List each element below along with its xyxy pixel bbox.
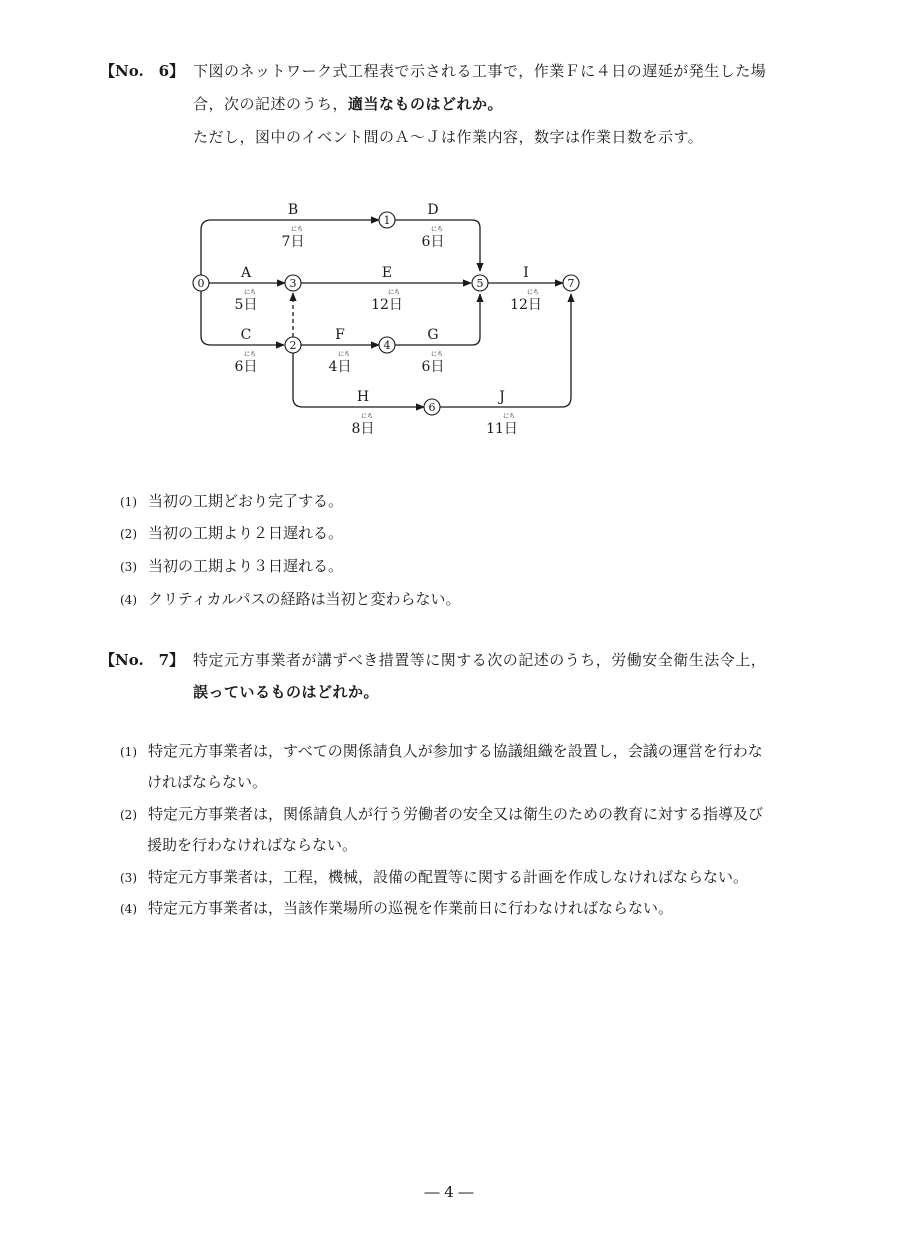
option-text: クリティカルパスの経路は当初と変わらない。 bbox=[148, 590, 461, 608]
option-text: 特定元方事業者は，すべての関係請負人が参加する協議組織を設置し，会議の運営を行わな bbox=[148, 742, 763, 760]
arrow-J bbox=[440, 294, 571, 407]
ruby-G: にち bbox=[430, 351, 444, 358]
activity-label-H: H bbox=[356, 389, 370, 405]
network-diagram bbox=[180, 190, 600, 450]
option-number: (1) bbox=[120, 745, 137, 759]
question-6-option-1[interactable] bbox=[120, 490, 343, 511]
activity-label-E: E bbox=[381, 265, 393, 281]
activity-label-A: A bbox=[240, 265, 252, 281]
option-text: 特定元方事業者は，関係請負人が行う労働者の安全又は衛生のための教育に対する指導及び bbox=[148, 805, 764, 823]
activity-label-F: F bbox=[335, 327, 345, 343]
ruby-J: にち bbox=[502, 413, 516, 420]
activity-days-C: 6日 bbox=[234, 359, 258, 375]
ruby-D: にち bbox=[430, 226, 444, 233]
option-number: (3) bbox=[120, 871, 137, 885]
event-6: 6 bbox=[428, 401, 436, 414]
question-7-option-1-continued: ければならない。 bbox=[147, 773, 268, 791]
event-5: 5 bbox=[476, 277, 484, 290]
question-7-number: 【No. 7】 bbox=[100, 651, 185, 669]
activity-label-I: I bbox=[523, 265, 529, 281]
question-7-option-1[interactable] bbox=[120, 740, 763, 761]
event-2: 2 bbox=[289, 339, 297, 352]
option-text: 特定元方事業者は，当該作業場所の巡視を作業前日に行わなければならない。 bbox=[148, 899, 674, 917]
event-1: 1 bbox=[383, 214, 391, 227]
option-text: 特定元方事業者は，工程，機械，設備の配置等に関する計画を作成しなければならない。 bbox=[148, 868, 749, 886]
question-7-option-3[interactable] bbox=[120, 866, 748, 887]
activity-days-D: 6日 bbox=[421, 234, 445, 250]
ruby-C: にち bbox=[243, 351, 257, 358]
question-6-option-2[interactable] bbox=[120, 522, 343, 543]
question-6-option-4[interactable] bbox=[120, 588, 460, 609]
question-7-option-2[interactable] bbox=[120, 803, 763, 824]
option-number: (4) bbox=[120, 902, 137, 916]
activity-days-J: 11日 bbox=[486, 421, 518, 437]
option-number: (1) bbox=[120, 495, 137, 509]
activity-label-D: D bbox=[427, 202, 439, 218]
event-4: 4 bbox=[383, 339, 391, 352]
ruby-B: にち bbox=[290, 226, 304, 233]
question-6-option-3[interactable] bbox=[120, 555, 343, 576]
ruby-H: にち bbox=[360, 413, 374, 420]
event-7: 7 bbox=[567, 277, 575, 290]
activity-label-J: J bbox=[499, 389, 505, 405]
activity-days-F: 4日 bbox=[328, 359, 352, 375]
activity-label-C: C bbox=[240, 327, 252, 343]
option-text: 当初の工期より３日遅れる。 bbox=[148, 557, 344, 575]
option-number: (2) bbox=[120, 527, 137, 541]
question-7-line-1: 特定元方事業者が講ずべき措置等に関する次の記述のうち，労働安全衛生法令上， bbox=[193, 651, 767, 669]
question-7-option-4[interactable] bbox=[120, 897, 673, 918]
option-text: 当初の工期どおり完了する。 bbox=[148, 492, 344, 510]
event-0: 0 bbox=[197, 277, 205, 290]
question-6-line-1: 下図のネットワーク式工程表で示される工事で，作業Ｆに４日の遅延が発生した場 bbox=[193, 62, 767, 80]
activity-days-B: 7日 bbox=[281, 234, 305, 250]
ruby-A: にち bbox=[243, 289, 257, 296]
option-number: (4) bbox=[120, 593, 137, 607]
activity-days-G: 6日 bbox=[421, 359, 445, 375]
option-text: 当初の工期より２日遅れる。 bbox=[148, 524, 344, 542]
option-number: (3) bbox=[120, 560, 137, 574]
question-7-option-2-continued: 援助を行わなければならない。 bbox=[147, 836, 358, 854]
question-6-line-2 bbox=[193, 93, 503, 114]
activity-days-A: 5日 bbox=[234, 297, 258, 313]
question-6-emphasis: 適当なものはどれか。 bbox=[348, 95, 504, 113]
question-6-line-2-text: 合，次の記述のうち， bbox=[193, 95, 349, 113]
option-number: (2) bbox=[120, 808, 137, 822]
page-number: ― 4 ― bbox=[424, 1183, 474, 1201]
activity-days-I: 12日 bbox=[510, 297, 542, 313]
activity-label-G: G bbox=[427, 327, 439, 343]
question-7-line-2 bbox=[193, 681, 379, 702]
ruby-I: にち bbox=[526, 289, 540, 296]
event-3: 3 bbox=[289, 277, 297, 290]
question-6-number: 【No. 6】 bbox=[100, 62, 185, 80]
ruby-F: にち bbox=[337, 351, 351, 358]
activity-label-B: B bbox=[287, 202, 299, 218]
ruby-E: にち bbox=[387, 289, 401, 296]
question-7-emphasis: 誤っているものはどれか。 bbox=[193, 683, 380, 701]
activity-days-H: 8日 bbox=[351, 421, 375, 437]
question-6-line-3: ただし，図中のイベント間のＡ～Ｊは作業内容，数字は作業日数を示す。 bbox=[193, 128, 704, 146]
activity-days-E: 12日 bbox=[371, 297, 403, 313]
